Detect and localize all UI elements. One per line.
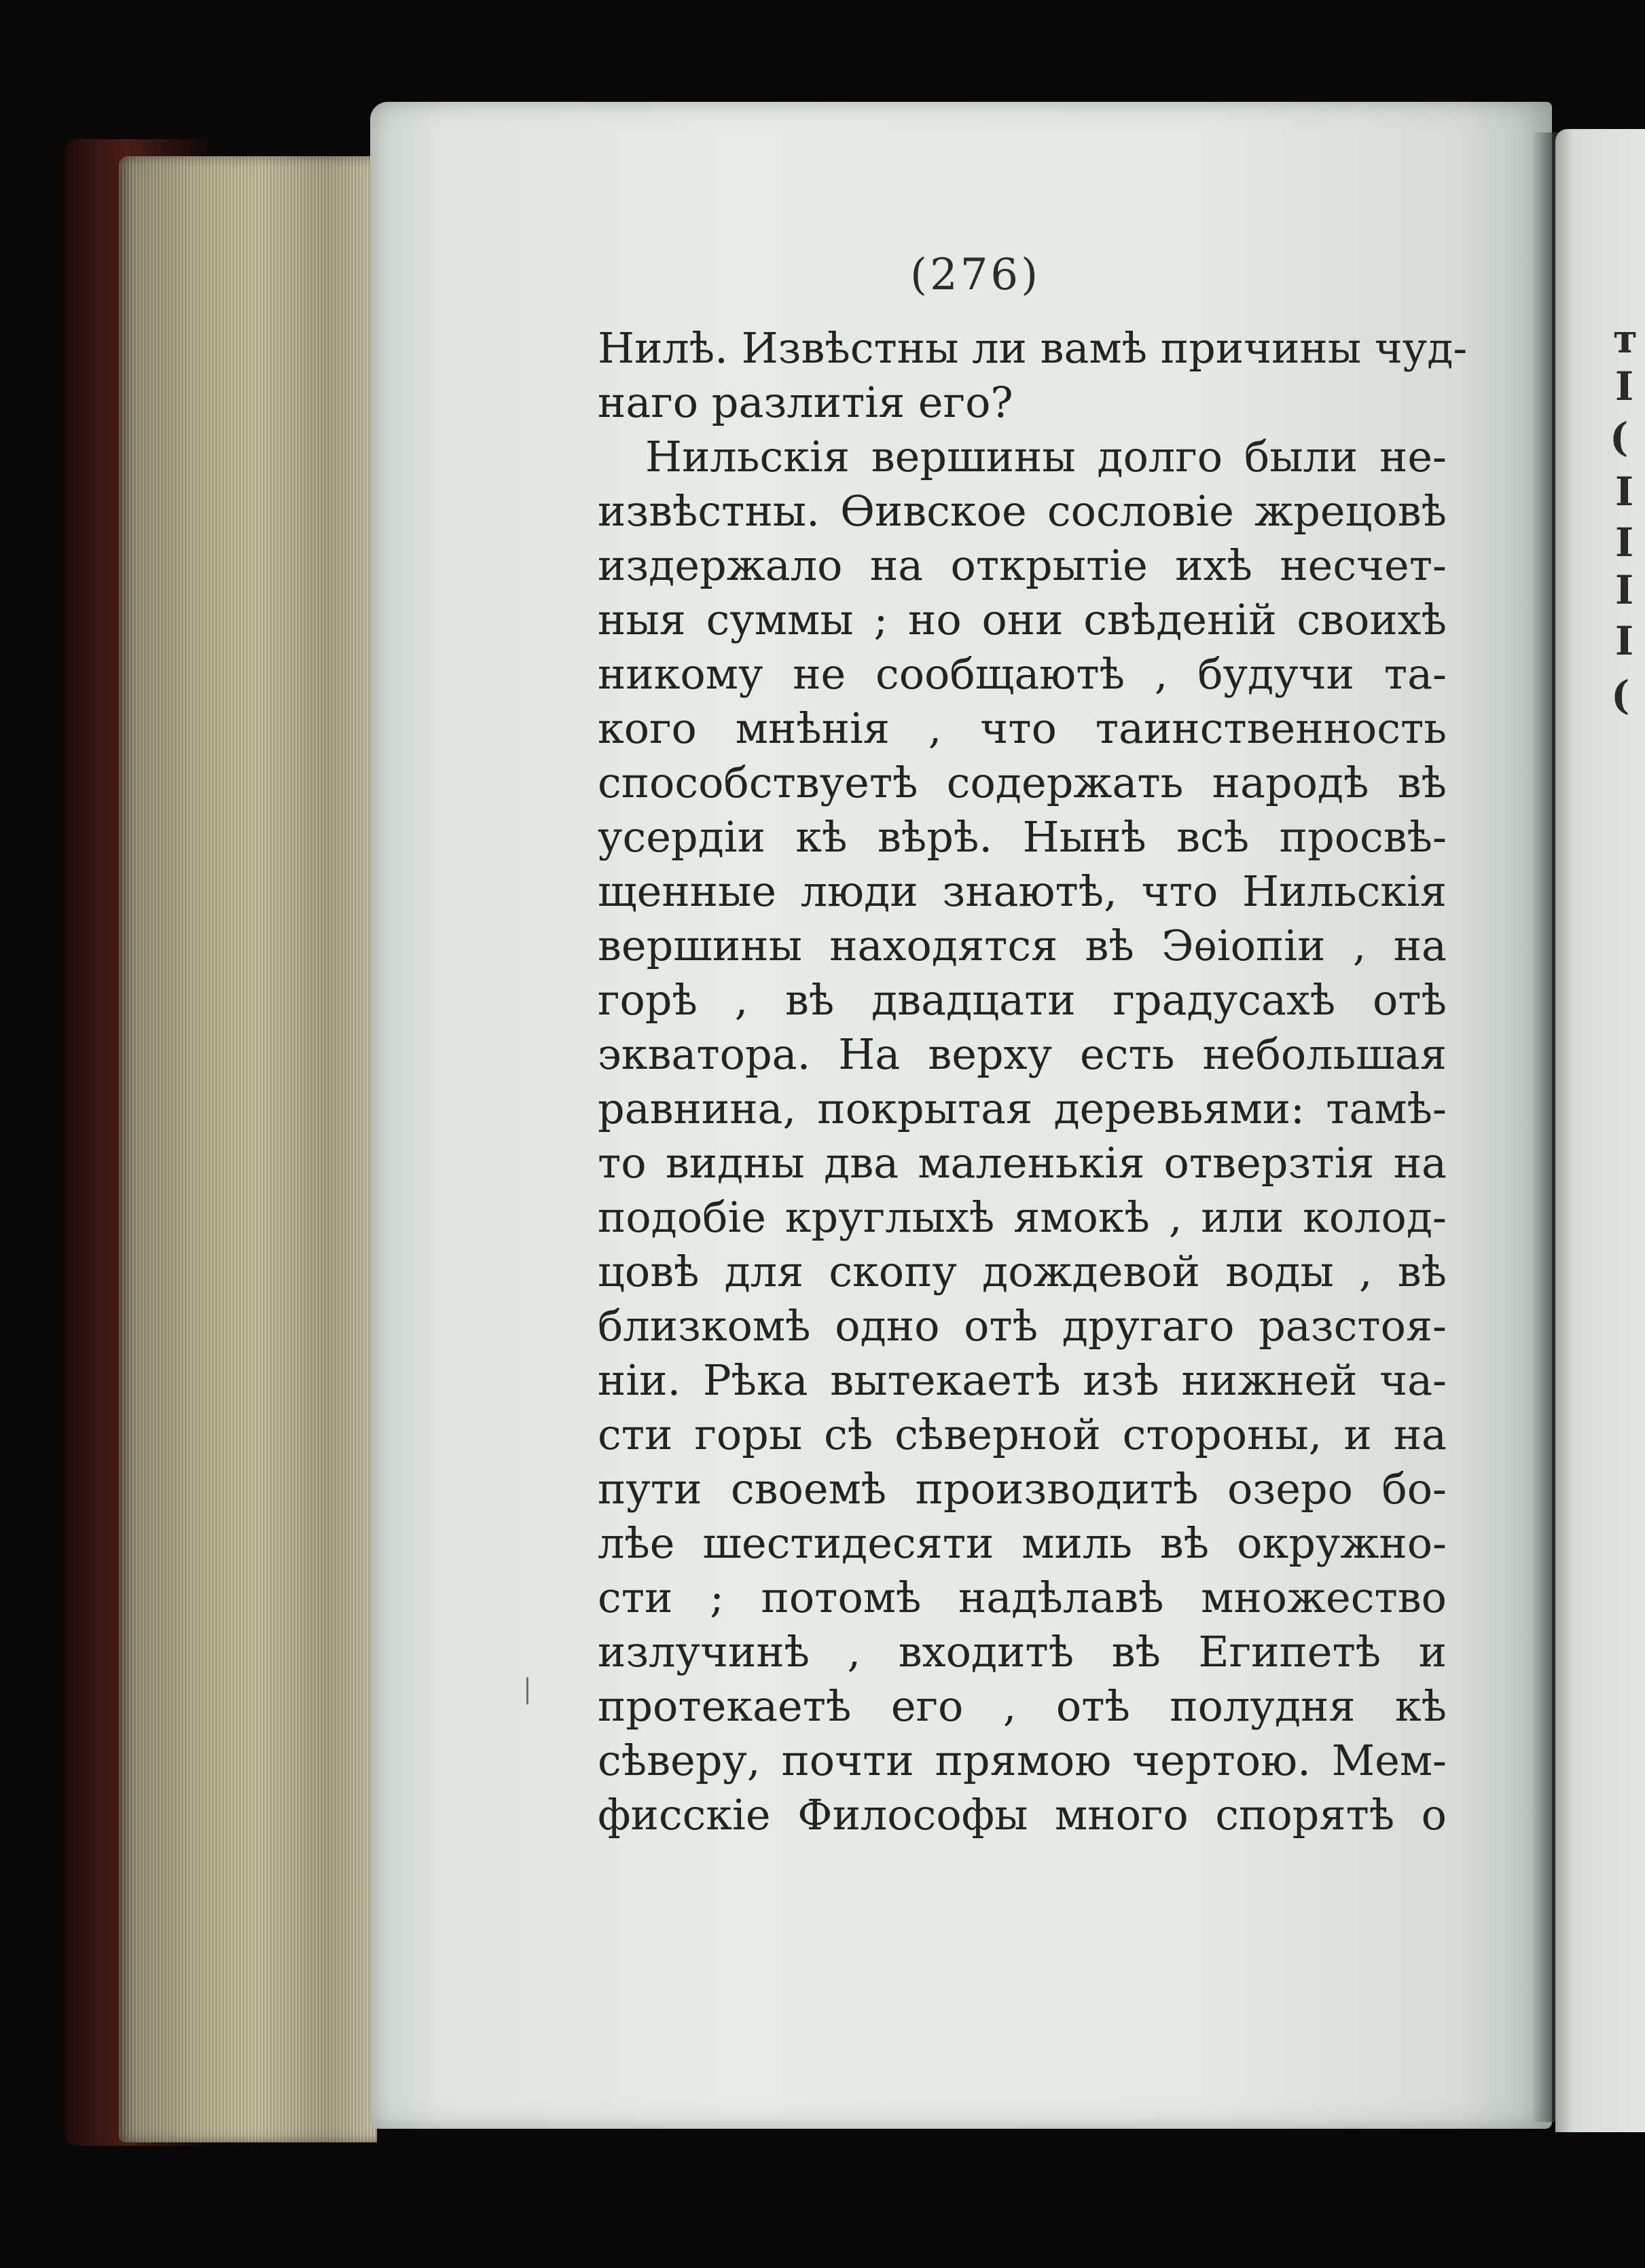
text-line: сѣверу, почти прямою чертою. Мем- bbox=[598, 1736, 1447, 1785]
text-line: способствуетѣ содержать народѣ вѣ bbox=[598, 758, 1447, 807]
text-line: горѣ , вѣ двадцати градусахѣ отѣ bbox=[598, 975, 1447, 1025]
text-line: издержало на открытіе ихѣ несчет- bbox=[598, 541, 1447, 590]
text-line: извѣстны. Ѳивское сословіе жрецовѣ bbox=[598, 486, 1447, 536]
facing-page-fragment: I bbox=[1615, 363, 1634, 409]
facing-page-fragment: I bbox=[1615, 567, 1634, 613]
text-line: равнина, покрытая деревьями: тамѣ- bbox=[598, 1084, 1447, 1133]
text-line: сти ; потомѣ надѣлавѣ множество bbox=[598, 1573, 1447, 1622]
text-line: цовѣ для скопу дождевой воды , вѣ bbox=[598, 1247, 1447, 1296]
text-line: подобіе круглыхѣ ямокѣ , или колод- bbox=[598, 1192, 1447, 1242]
text-line: то видны два маленькія отверзтія на bbox=[598, 1138, 1447, 1188]
text-line: Нилѣ. Извѣстны ли вамѣ причины чуд- bbox=[598, 323, 1468, 373]
text-line: наго разлитія его? bbox=[598, 378, 1013, 427]
facing-page-fragment: т bbox=[1613, 316, 1638, 362]
text-line: кого мнѣнія , что таинственность bbox=[598, 703, 1447, 753]
facing-page bbox=[1555, 129, 1645, 2132]
facing-page-fragment: I bbox=[1615, 519, 1634, 566]
text-line: излучинѣ , входитѣ вѣ Египетѣ и bbox=[598, 1627, 1447, 1677]
text-line: близкомѣ одно отѣ другаго разстоя- bbox=[598, 1301, 1447, 1351]
text-line: усердіи кѣ вѣрѣ. Нынѣ всѣ просвѣ- bbox=[598, 812, 1447, 862]
text-line: экватора. На верху есть небольшая bbox=[598, 1029, 1447, 1079]
text-line: сти горы сѣ сѣверной стороны, и на bbox=[598, 1410, 1447, 1459]
text-line: ныя суммы ; но они свѣденій своихѣ bbox=[598, 595, 1447, 644]
facing-page-fragment: I bbox=[1615, 469, 1634, 515]
facing-page-fragment: ( bbox=[1610, 414, 1629, 460]
text-line: протекаетѣ его , отѣ полудня кѣ bbox=[598, 1681, 1447, 1731]
text-line: пути своемѣ производитѣ озеро бо- bbox=[598, 1464, 1447, 1514]
page-edges bbox=[119, 156, 377, 2142]
text-line: лѣе шестидесяти миль вѣ окружно- bbox=[598, 1518, 1447, 1568]
facing-page-fragment: ( bbox=[1611, 672, 1630, 718]
text-line: Нильскія вершины долго были не- bbox=[645, 432, 1447, 481]
text-line: никому не сообщаютѣ , будучи та- bbox=[598, 649, 1447, 699]
text-line: ніи. Рѣка вытекаетѣ изѣ нижней ча- bbox=[598, 1355, 1447, 1405]
page-number: (276) bbox=[910, 250, 1041, 300]
text-line: щенные люди знаютѣ, что Нильскія bbox=[598, 866, 1447, 916]
text-line: вершины находятся вѣ Эѳіопіи , на bbox=[598, 921, 1447, 970]
margin-mark bbox=[526, 1677, 528, 1704]
page-gutter bbox=[1532, 132, 1559, 2122]
text-line: фисскіе Философы много спорятѣ о bbox=[598, 1790, 1447, 1840]
facing-page-fragment: I bbox=[1615, 618, 1634, 664]
